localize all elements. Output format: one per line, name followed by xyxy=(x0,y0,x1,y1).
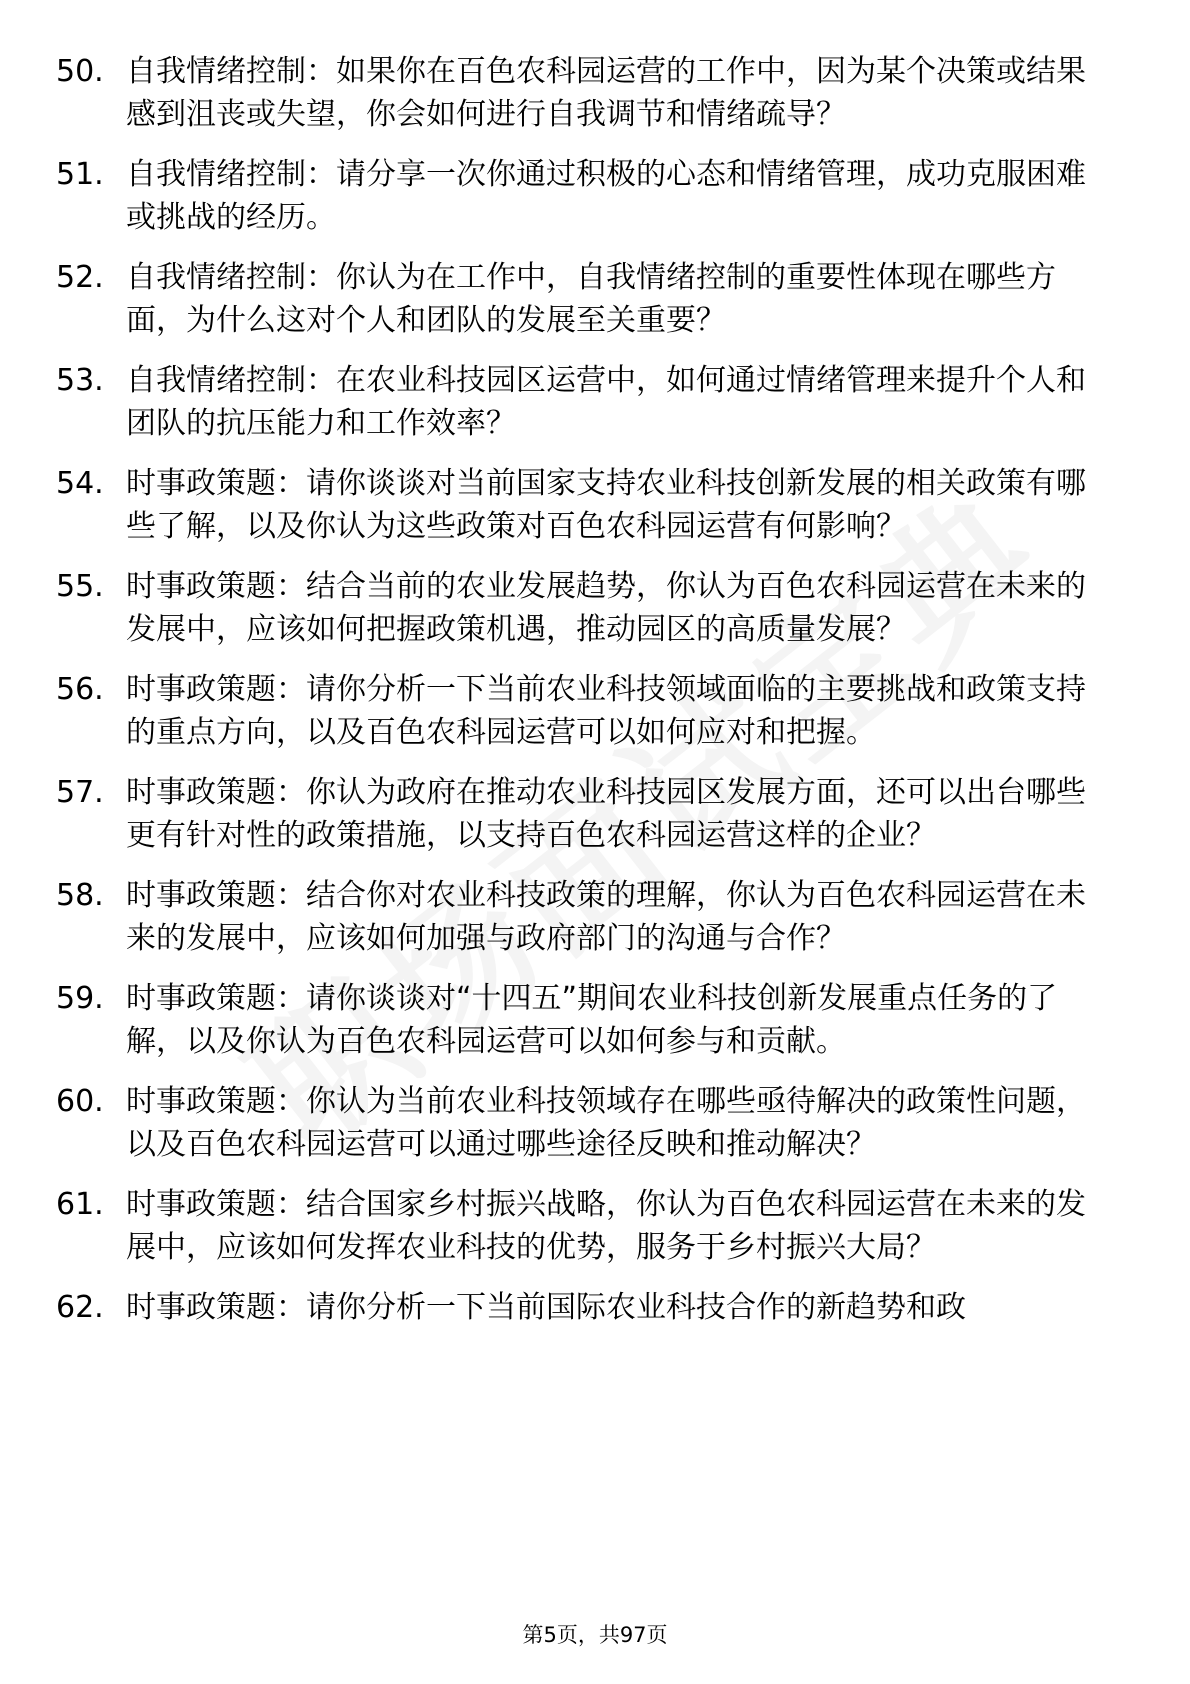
question-text: 自我情绪控制：请分享一次你通过积极的心态和情绪管理，成功克服困难或挑战的经历。 xyxy=(126,157,1086,235)
question-item-51 xyxy=(0,153,1190,239)
question-item-62 xyxy=(0,1286,1190,1329)
question-number: 54. xyxy=(56,466,104,501)
question-text: 时事政策题：结合国家乡村振兴战略，你认为百色农科园运营在未来的发展中，应该如何发挥农业科技的优势，服务于乡村振兴大局？ xyxy=(126,1187,1086,1265)
question-number: 61. xyxy=(56,1187,104,1222)
question-text: 时事政策题：请你分析一下当前农业科技领域面临的主要挑战和政策支持的重点方向，以及百色农科园运营可以如何应对和把握。 xyxy=(126,672,1086,750)
question-number: 55. xyxy=(56,569,104,604)
question-number: 50. xyxy=(56,54,104,89)
question-item-59 xyxy=(0,977,1190,1063)
question-number: 52. xyxy=(56,260,104,295)
question-item-58 xyxy=(0,874,1190,960)
question-number: 62. xyxy=(56,1290,104,1325)
question-number: 51. xyxy=(56,157,104,192)
question-item-60 xyxy=(0,1080,1190,1166)
question-number: 53. xyxy=(56,363,104,398)
question-item-57 xyxy=(0,771,1190,857)
question-text: 时事政策题：你认为政府在推动农业科技园区发展方面，还可以出台哪些更有针对性的政策措施，以支持百色农科园运营这样的企业？ xyxy=(126,775,1086,853)
question-text: 时事政策题：结合你对农业科技政策的理解，你认为百色农科园运营在未来的发展中，应该如何加强与政府部门的沟通与合作？ xyxy=(126,878,1086,956)
question-item-55 xyxy=(0,565,1190,651)
question-number: 60. xyxy=(56,1084,104,1119)
question-number: 58. xyxy=(56,878,104,913)
question-number: 57. xyxy=(56,775,104,810)
question-item-52 xyxy=(0,256,1190,342)
question-text: 时事政策题：请你谈谈对当前国家支持农业科技创新发展的相关政策有哪些了解，以及你认为这些政策对百色农科园运营有何影响？ xyxy=(126,466,1086,544)
question-item-50 xyxy=(0,50,1190,136)
question-text: 自我情绪控制：如果你在百色农科园运营的工作中，因为某个决策或结果感到沮丧或失望，你会如何进行自我调节和情绪疏导？ xyxy=(126,54,1086,132)
question-text: 时事政策题：你认为当前农业科技领域存在哪些亟待解决的政策性问题，以及百色农科园运营可以通过哪些途径反映和推动解决？ xyxy=(126,1084,1086,1162)
question-text: 时事政策题：请你谈谈对“十四五”期间农业科技创新发展重点任务的了解，以及你认为百色农科园运营可以如何参与和贡献。 xyxy=(126,981,1058,1059)
question-text: 自我情绪控制：你认为在工作中，自我情绪控制的重要性体现在哪些方面，为什么这对个人和团队的发展至关重要？ xyxy=(126,260,1056,338)
question-number: 56. xyxy=(56,672,104,707)
question-item-54 xyxy=(0,462,1190,548)
page-number-footer: 第5页，共97页 xyxy=(522,1623,668,1647)
question-text: 时事政策题：请你分析一下当前国际农业科技合作的新趋势和政 xyxy=(126,1290,966,1325)
question-item-53 xyxy=(0,359,1190,445)
question-item-61 xyxy=(0,1183,1190,1269)
question-list xyxy=(0,50,1190,1346)
question-text: 时事政策题：结合当前的农业发展趋势，你认为百色农科园运营在未来的发展中，应该如何把握政策机遇，推动园区的高质量发展？ xyxy=(126,569,1086,647)
question-item-56 xyxy=(0,668,1190,754)
question-number: 59. xyxy=(56,981,104,1016)
question-text: 自我情绪控制：在农业科技园区运营中，如何通过情绪管理来提升个人和团队的抗压能力和工作效率？ xyxy=(126,363,1086,441)
